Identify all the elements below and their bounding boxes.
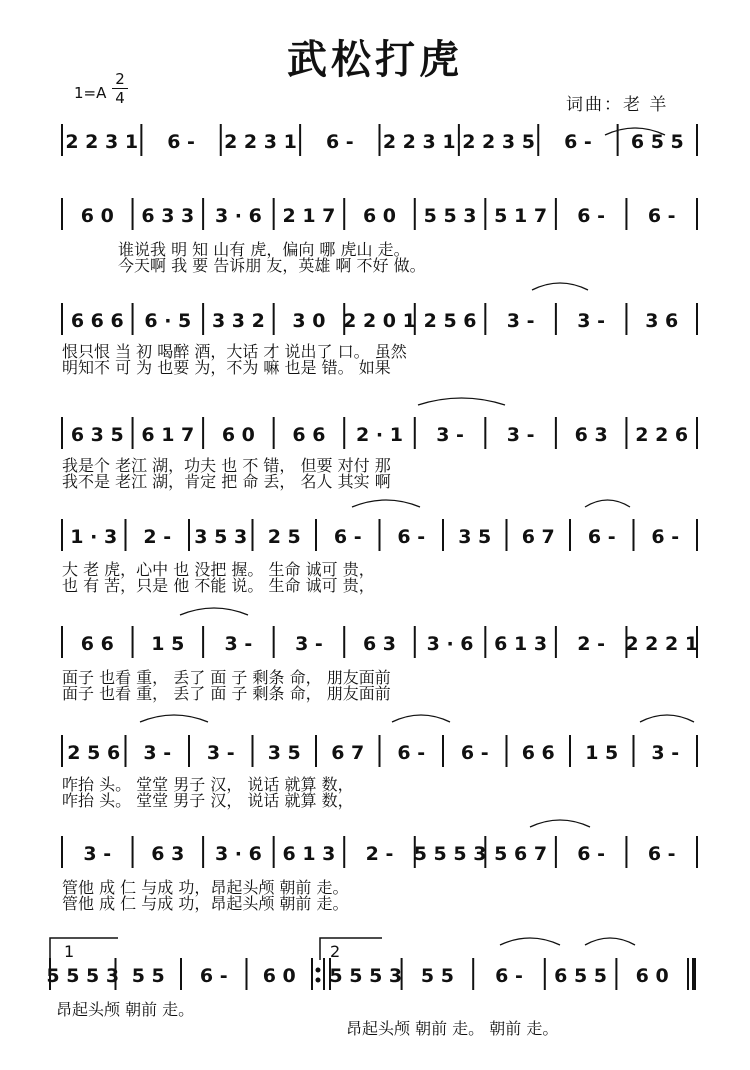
measure-notes: 6 1 7: [141, 424, 195, 446]
tie-arc: [140, 715, 208, 722]
measure-notes: 3 -: [224, 633, 253, 655]
measure-notes: 3 -: [206, 742, 235, 764]
measure-notes: 6 0: [262, 965, 296, 987]
measure-notes: 6 -: [647, 843, 676, 865]
credit-text: 词曲：老 羊: [566, 95, 669, 115]
measure-notes: 6 -: [587, 526, 616, 548]
volta-label-2: 2: [330, 942, 341, 961]
measure-notes: 2 -: [365, 843, 394, 865]
measure-notes: 6 7: [331, 742, 365, 764]
measure-notes: 3 -: [436, 424, 464, 446]
tie-arc: [585, 938, 635, 945]
measure-notes: 2 2 2 1: [625, 633, 699, 655]
measure-notes: 2 5 6: [423, 310, 477, 332]
tie-arc: [352, 500, 420, 507]
volta1-lyric: 昂起头颅 朝前 走。: [56, 1000, 195, 1019]
tie-arc: [180, 608, 248, 615]
measure-notes: 6 0: [221, 424, 255, 446]
measure-notes: 1 5: [151, 633, 185, 655]
measure-notes: 6 6: [292, 424, 326, 446]
measure-notes: 6 3 3: [141, 205, 195, 227]
time-denominator: 4: [112, 88, 128, 107]
measure-notes: 6 -: [577, 205, 606, 227]
repeat-dot: [316, 978, 321, 983]
measure-notes: 3 -: [577, 310, 606, 332]
measure-notes: 5 6 7: [494, 843, 548, 865]
measure-notes: 6 3 5: [70, 424, 124, 446]
lyric-line: 管他 成 仁 与成 功，昂起头颅 朝前 走。: [62, 894, 349, 913]
volta-label-1: 1: [64, 942, 75, 961]
tie-arc: [392, 715, 450, 722]
measure-notes: 6 -: [460, 742, 489, 764]
measure-notes: 3 -: [295, 633, 323, 655]
measure-notes: 5 1 7: [494, 205, 548, 227]
tie-arc: [532, 283, 588, 290]
measure-notes: 3 3 2: [211, 310, 265, 332]
measure-notes: 3 5: [267, 742, 301, 764]
measure-notes: 6 6: [521, 742, 555, 764]
measure-notes: 2 · 1: [356, 424, 403, 446]
lyric-line: 面子 也看 重， 丢了 面 子 剩条 命， 朋友面前: [62, 668, 391, 687]
measure-notes: 3 -: [651, 742, 680, 764]
measure-notes: 6 -: [167, 131, 195, 153]
measure-notes: 3 · 6: [214, 843, 262, 865]
measure-notes: 6 1 3: [494, 633, 548, 655]
measure-notes: 6 -: [397, 526, 426, 548]
volta-bracket-1: [50, 938, 118, 960]
measure-notes: 6 3: [151, 843, 185, 865]
measure-notes: 6 -: [647, 205, 676, 227]
measure-notes: 2 2 3 5: [462, 131, 535, 153]
measure-notes: 3 0: [292, 310, 326, 332]
measure-notes: 6 -: [495, 965, 523, 987]
tie-arc: [585, 500, 630, 507]
tie-arc: [640, 715, 694, 722]
measure-notes: 3 · 6: [426, 633, 474, 655]
measure-notes: 2 1 7: [282, 205, 336, 227]
measure-notes: 2 2 3 1: [224, 131, 297, 153]
measure-notes: 6 5 5: [554, 965, 608, 987]
measure-notes: 6 -: [397, 742, 426, 764]
measure-notes: 6 · 5: [144, 310, 192, 332]
lyric-line: 大 老 虎，心中 也 没把 握。 生命 诚可 贵，: [62, 560, 375, 579]
measure-notes: 6 6: [80, 633, 114, 655]
tie-arc: [500, 938, 560, 945]
measure-notes: 3 5: [458, 526, 492, 548]
measure-notes: 6 1 3: [282, 843, 336, 865]
measure-notes: 5 5 3: [423, 205, 477, 227]
measure-notes: 2 2 6: [635, 424, 689, 446]
measure-notes: 2 2 3 1: [65, 131, 139, 153]
tie-arc: [418, 398, 505, 405]
measure-notes: 6 0: [362, 205, 397, 227]
lyric-line: 咋抬 头。 堂堂 男子 汉， 说话 就算 数，: [62, 791, 354, 810]
lyric-line: 也 有 苦，只是 他 不能 说。 生命 诚可 贵，: [62, 576, 375, 595]
measure-notes: 6 0: [635, 965, 669, 987]
lyric-line: 面子 也看 重， 丢了 面 子 剩条 命， 朋友面前: [62, 684, 391, 703]
measure-notes: 6 7: [521, 526, 555, 548]
measure-notes: 5 5: [131, 965, 165, 987]
key-signature: 1=A: [74, 84, 107, 102]
lyric-line: 恨只恨 当 初 喝醉 酒，大话 才 说出了 口。 虽然: [62, 342, 407, 361]
lyric-line: 管他 成 仁 与成 功，昂起头颅 朝前 走。: [62, 878, 349, 897]
lyric-line: 我不是 老江 湖，肯定 把 命 丢， 名人 其实 啊: [62, 472, 391, 491]
lyric-line: 咋抬 头。 堂堂 男子 汉， 说话 就算 数，: [62, 775, 354, 794]
lyric-line: 谁说我 明 知 山有 虎，偏向 哪 虎山 走。: [118, 240, 410, 259]
measure-notes: 2 2 0 1: [343, 310, 416, 332]
measure-notes: 5 5 5 3: [413, 843, 487, 865]
measure-notes: 5 5: [420, 965, 454, 987]
volta2-lyric: 昂起头颅 朝前 走。 朝前 走。: [346, 1019, 559, 1038]
measure-notes: 5 5 5 3: [46, 965, 120, 987]
repeat-dot: [316, 968, 321, 973]
song-title: 武松打虎: [287, 37, 463, 83]
measure-notes: 2 5: [267, 526, 301, 548]
measure-notes: 3 -: [83, 843, 112, 865]
measure-notes: 6 -: [564, 131, 592, 153]
measure-notes: 3 -: [506, 310, 535, 332]
lyric-line: 我是个 老江 湖，功夫 也 不 错， 但要 对付 那: [62, 456, 391, 475]
measure-notes: 5 5 5 3: [329, 965, 403, 987]
measure-notes: 3 -: [143, 742, 172, 764]
measure-notes: 6 -: [651, 526, 680, 548]
measure-notes: 6 6 6: [70, 310, 124, 332]
measure-notes: 3 5 3: [194, 526, 248, 548]
measure-notes: 2 -: [143, 526, 172, 548]
measure-notes: 3 -: [506, 424, 535, 446]
measure-notes: 6 -: [325, 131, 354, 153]
measure-notes: 6 3: [362, 633, 397, 655]
measure-notes: 6 -: [577, 843, 606, 865]
measure-notes: 2 5 6: [67, 742, 121, 764]
measure-notes: 2 2 3 1: [382, 131, 456, 153]
measure-notes: 3 · 6: [214, 205, 262, 227]
measure-notes: 6 3: [574, 424, 608, 446]
measure-notes: 6 5 5: [630, 131, 684, 153]
tie-arc: [530, 820, 590, 827]
measure-notes: 3 6: [645, 310, 679, 332]
lyric-line: 今天啊 我 要 告诉朋 友，英雄 啊 不好 做。: [118, 256, 426, 275]
measure-notes: 2 -: [577, 633, 606, 655]
measure-notes: 1 · 3: [70, 526, 118, 548]
measure-notes: 1 5: [585, 742, 619, 764]
time-numerator: 2: [115, 70, 125, 88]
measure-notes: 6 0: [80, 205, 114, 227]
measure-notes: 6 -: [333, 526, 362, 548]
lyric-line: 明知不 可 为 也要 为，不为 嘛 也是 错。 如果: [62, 358, 391, 377]
measure-notes: 6 -: [199, 965, 228, 987]
